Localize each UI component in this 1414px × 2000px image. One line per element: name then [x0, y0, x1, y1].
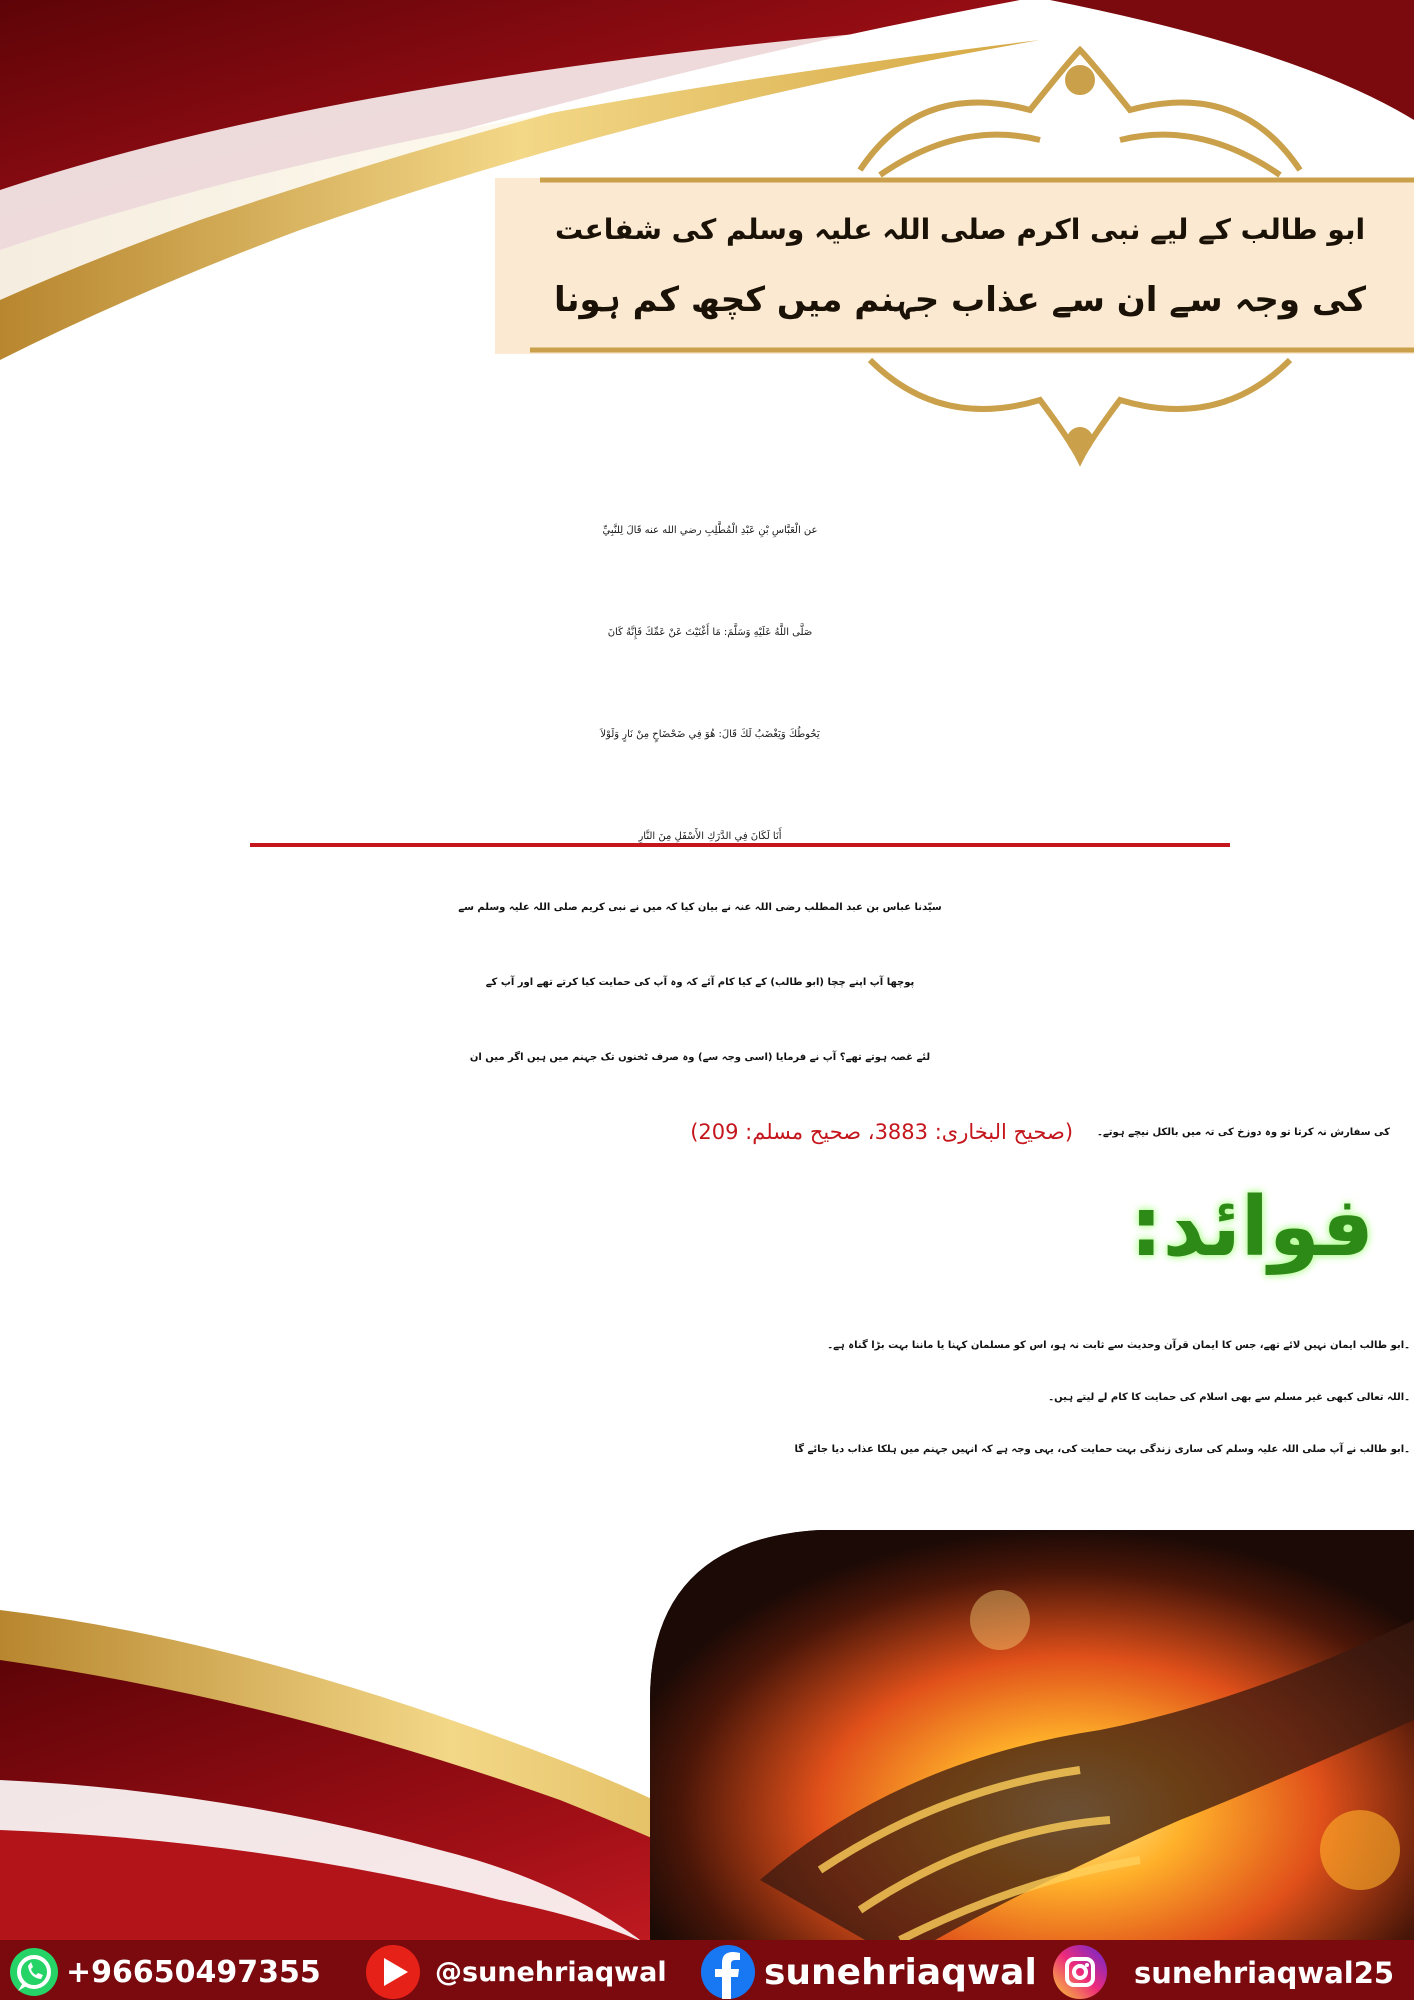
urdu-translation: [10, 870, 1390, 1170]
footer: [0, 1945, 1414, 2000]
arabic-hadith: [60, 480, 1360, 888]
title-line-2: کی وجہ سے ان سے عذاب جہنم میں کچھ کم ہونا: [553, 280, 1367, 320]
arabic-line-2: صَلَّى اللَّهُ عَلَيْهِ وَسَلَّمَ: مَا أَغْنَيْتَ عَنْ عَمِّكَ فَإِنَّهُ كَانَ: [607, 627, 813, 638]
phone-number: +96650497355: [66, 1955, 321, 1990]
instagram-link[interactable]: [1044, 1945, 1394, 2000]
whatsapp-icon: [4, 1945, 66, 2000]
fire-hand-image: [650, 1530, 1414, 2000]
red-divider: [250, 843, 1230, 847]
urdu-line-4: کی سفارش نہ کرتا تو وہ دوزخ کی تہ میں بالکل نیچے ہوتے۔: [1097, 1127, 1390, 1138]
fawaid-heading: فوائد:: [1129, 1180, 1374, 1275]
arabic-line-4: أَنَا لَكَانَ فِي الدَّرَكِ الأَسْفَلِ مِنَ النَّارِ: [638, 831, 782, 842]
fawaid-point-2: ۔اللہ تعالی کبھی غیر مسلم سے بھی اسلام کی حمایت کا کام لے لیتے ہیں۔: [1048, 1392, 1410, 1403]
whatsapp-contact[interactable]: [4, 1945, 321, 2000]
title-line-1: ابو طالب کے لیے نبی اکرم صلی اللہ علیہ وسلم کی شفاعت: [554, 213, 1366, 246]
urdu-line-4-row: [10, 1095, 1390, 1170]
fawaid-points: [4, 1320, 1410, 1476]
facebook-handle: sunehriaqwal: [764, 1952, 1037, 1993]
youtube-handle: @sunehriaqwal: [435, 1957, 667, 1988]
urdu-line-2: پوچھا آپ اپنے چچا (ابو طالب) کے کیا کام آئے کہ وہ آپ کی حمایت کیا کرتے تھے اور آپ کے: [485, 977, 915, 988]
instagram-icon: [1044, 1945, 1134, 2000]
title-box: [540, 185, 1380, 345]
top-right-corner: [1050, 0, 1414, 120]
hadith-reference: (صحیح البخاری: 3883، صحیح مسلم: 209): [690, 1120, 1074, 1144]
facebook-icon: [698, 1945, 764, 2000]
urdu-line-1: سیّدنا عباس بن عبد المطلب رضی اللہ عنہ نے بیان کیا کہ میں نے نبی کریم صلی اللہ علیہ وسلم سے: [458, 902, 942, 913]
instagram-handle: sunehriaqwal25: [1134, 1955, 1395, 1990]
fawaid-point-1: ۔ابو طالب ایمان نہیں لائے تھے، جس کا ایمان قرآن وحدیث سے ثابت نہ ہو، اس کو مسلمان کہنا یا ماننا بہت بڑا گناہ ہے۔: [827, 1340, 1410, 1351]
youtube-link[interactable]: [355, 1945, 667, 2000]
urdu-line-3: لئے غصہ ہوتے تھے؟ آپ نے فرمایا (اسی وجہ سے) وہ صرف ٹخنوں تک جہنم میں ہیں اگر میں ان: [469, 1052, 931, 1063]
facebook-link[interactable]: [698, 1945, 1037, 2000]
arabic-line-1: عن الْعَبَّاسِ بْنِ عَبْدِ الْمُطَّلِبِ رضي الله عنه قَالَ لِلنَّبِيِّ: [602, 525, 818, 536]
fawaid-point-3: ۔ابو طالب نے آپ صلی اللہ علیہ وسلم کی ساری زندگی بہت حمایت کی، یہی وجہ ہے کہ انہیں جہنم میں ہلکا عذاب دیا جائے گا: [794, 1444, 1410, 1455]
youtube-icon: [355, 1945, 435, 2000]
arabic-line-3: يَحُوطُكَ وَيَغْضَبُ لَكَ قَالَ: هُوَ فِي ضَحْضَاحٍ مِنْ نَارٍ وَلَوْلاَ: [600, 729, 820, 740]
